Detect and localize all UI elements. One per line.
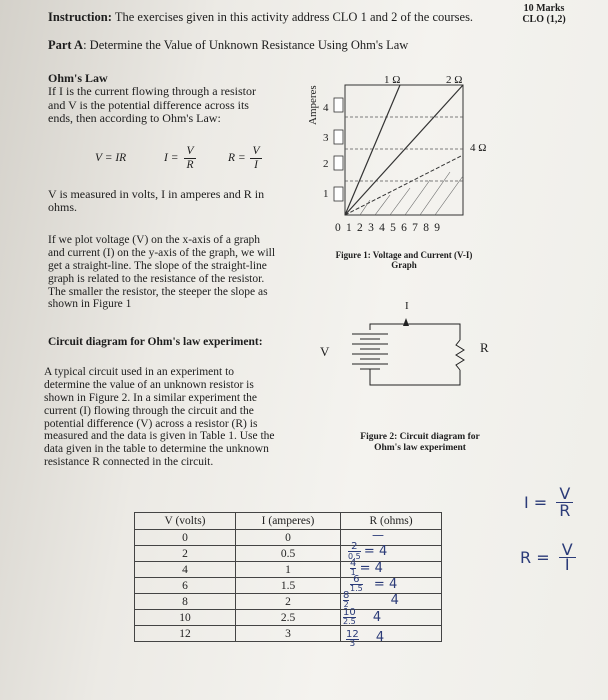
formula-num: V <box>184 145 196 159</box>
hand-num: 4 <box>350 558 357 569</box>
handwritten-formula-i <box>524 486 573 519</box>
ohms-law-heading: Ohm's Law <box>48 71 108 85</box>
formula-v-ir: V = IR <box>95 152 127 164</box>
column-header: I (amperes) <box>236 513 341 530</box>
line-4-ohm <box>345 155 463 215</box>
ohms-law-line: If I is the current flowing through a resistor <box>48 84 256 99</box>
y-tick-label: 4 <box>323 102 329 114</box>
hand-lhs: R = <box>520 548 550 567</box>
circuit-heading: Circuit diagram for Ohm's law experiment: <box>48 336 263 348</box>
amps-cell: 1 <box>236 562 341 578</box>
line-1-ohm <box>345 85 400 215</box>
hand-num: 6 <box>350 576 363 585</box>
caption-line: Figure 2: Circuit diagram for <box>360 432 480 442</box>
units-line: ohms. <box>48 200 78 215</box>
ohms-law-line: ends, then according to Ohm's Law: <box>48 111 221 126</box>
volts-cell: 2 <box>135 546 236 562</box>
volts-cell: 12 <box>135 626 236 642</box>
hand-result: = 4 <box>359 561 383 576</box>
amps-cell: 2.5 <box>236 610 341 626</box>
graph-line: graph is related to the resistance of the resistor. <box>48 272 265 285</box>
hand-num: V <box>556 486 573 503</box>
units-line: V is measured in volts, I in amperes and R in <box>48 187 265 201</box>
graph-line: get a straight-line. The slope of the straight-line <box>48 259 267 272</box>
hand-lhs: I = <box>524 493 548 512</box>
figure-2-caption <box>330 432 510 453</box>
y-ticks <box>334 98 343 201</box>
y-tick-label: 3 <box>323 132 329 144</box>
formula-den: R <box>186 159 194 171</box>
hand-num: 2 <box>348 542 361 552</box>
current-arrow-icon <box>403 318 409 326</box>
formula-lhs: R = <box>228 152 246 164</box>
resistor-symbol <box>456 340 464 370</box>
line-2-ohm <box>345 85 463 215</box>
handwritten-r0: — <box>372 528 384 542</box>
hand-den: 1 <box>350 568 356 577</box>
current-label: I <box>405 300 409 312</box>
graph-gridlines <box>345 117 463 181</box>
hand-result: = 4 <box>363 544 388 559</box>
handwritten-r3 <box>350 576 397 593</box>
table-row <box>135 530 442 546</box>
graph-line: The smaller the resistor, the steeper the slope as <box>48 285 268 298</box>
instruction-line <box>48 10 473 24</box>
hand-result: 4 <box>372 610 382 625</box>
ohms-law-line: and V is the potential difference across its <box>48 97 249 112</box>
hatch-marks <box>360 172 463 215</box>
circuit-line: A typical circuit used in an experiment to <box>44 366 235 378</box>
label-1-ohm: 1 Ω <box>384 74 401 86</box>
hand-den: 2.5 <box>343 617 356 626</box>
table-header-row <box>135 513 442 530</box>
y-axis-label: Amperes <box>307 85 319 125</box>
amps-cell: 0.5 <box>236 546 341 562</box>
marks-clo: CLO (1,2) <box>522 14 566 26</box>
hand-den: 1.5 <box>350 584 363 593</box>
handwritten-r6 <box>346 630 384 649</box>
handwritten-formula-r <box>520 540 576 574</box>
part-a-label: Part A <box>48 38 84 52</box>
caption-line: Ohm's law experiment <box>374 442 466 453</box>
amps-cell: 3 <box>236 626 341 642</box>
column-header: R (ohms) <box>341 513 442 530</box>
hand-den: I <box>564 555 570 574</box>
amps-cell: 2 <box>236 594 341 610</box>
circuit-line: potential difference (V) across a resistor (R) is <box>44 417 258 430</box>
y-tick-label: 2 <box>323 158 329 170</box>
x-tick-labels: 0 1 2 3 4 5 6 7 8 9 <box>335 222 442 234</box>
caption-line: Figure 1: Voltage and Current (V-I) <box>335 250 473 260</box>
label-4-ohm: 4 Ω <box>470 142 487 154</box>
hand-num: 10 <box>343 607 356 618</box>
units-paragraph <box>48 188 264 215</box>
formula-den: I <box>254 159 258 171</box>
circuit-wire-top <box>370 324 460 340</box>
volts-cell: 8 <box>135 594 236 610</box>
marks-box <box>514 3 574 25</box>
caption-line: Graph <box>391 260 417 271</box>
graph-line: shown in Figure 1 <box>48 298 132 311</box>
volts-cell: 4 <box>135 562 236 578</box>
y-tick-label: 1 <box>323 188 329 200</box>
voltage-label: V <box>320 344 330 359</box>
formula-num: V <box>250 145 262 159</box>
battery-symbol <box>352 334 388 378</box>
circuit-wire-bottom <box>370 370 460 385</box>
hand-result: 4 <box>375 630 385 645</box>
table-row <box>135 610 442 626</box>
hand-den: 0.5 <box>348 552 361 561</box>
hand-num: 8 <box>343 590 350 601</box>
column-header: V (volts) <box>135 513 236 530</box>
graph-paragraph <box>48 234 275 311</box>
hand-den: 3 <box>349 639 356 649</box>
amps-cell: 1.5 <box>236 578 341 594</box>
graph-line: and current (I) on the y-axis of the graph, we will <box>48 246 276 259</box>
marks-total: 10 Marks <box>523 3 565 14</box>
formula-lhs: I = <box>164 152 179 164</box>
hand-result: = 4 <box>373 577 398 592</box>
volts-cell: 10 <box>135 610 236 626</box>
label-2-ohm: 2 Ω <box>446 74 463 86</box>
circuit-line: resistance R connected in the circuit. <box>44 456 214 469</box>
circuit-line: data given in the table to determine the unknown <box>44 443 269 456</box>
circuit-line: current (I) flowing through the circuit and the <box>44 404 254 417</box>
circuit-paragraph <box>44 366 275 469</box>
circuit-line: shown in Figure 2. In a similar experiment the <box>44 391 258 404</box>
table-row <box>135 626 442 642</box>
handwritten-r5 <box>343 609 381 626</box>
instruction-text: The exercises given in this activity address CLO 1 and 2 of the courses. <box>114 10 474 24</box>
volts-cell: 6 <box>135 578 236 594</box>
hand-num: V <box>559 543 576 558</box>
amps-cell: 0 <box>236 530 341 546</box>
circuit-line: measured and the data is given in Table 1. Use the <box>44 430 275 443</box>
resistor-label: R <box>480 340 489 355</box>
table-row <box>135 546 442 562</box>
part-a-text: : Determine the Value of Unknown Resistance Using Ohm's Law <box>83 38 409 52</box>
figure-1-caption <box>314 250 494 270</box>
hand-result: 4 <box>390 593 399 608</box>
ohms-law-section <box>48 72 256 126</box>
volts-cell: 0 <box>135 530 236 546</box>
instruction-label: Instruction: <box>48 10 112 24</box>
circuit-line: determine the value of an unknown resistor is <box>44 378 254 391</box>
graph-line: If we plot voltage (V) on the x-axis of a graph <box>48 234 261 246</box>
hand-den: 2 <box>343 600 349 609</box>
hand-num: 12 <box>346 629 359 640</box>
part-a-heading <box>48 38 408 52</box>
hand-den: R <box>559 501 571 520</box>
